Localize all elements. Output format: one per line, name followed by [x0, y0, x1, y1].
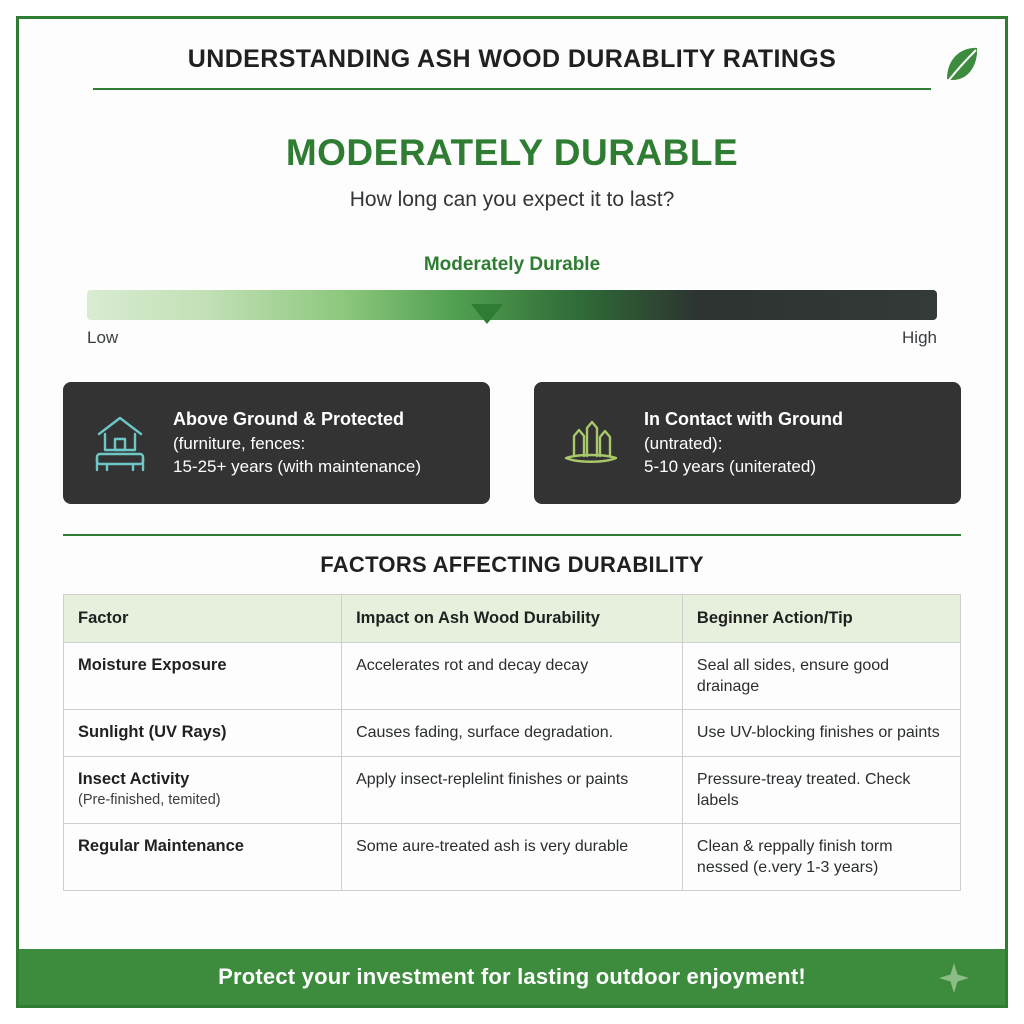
usage-card-text — [644, 407, 843, 479]
section-divider — [63, 534, 961, 536]
factor-note: (Pre-finished, temited) — [78, 791, 221, 808]
column-header-factor: Factor — [64, 595, 342, 643]
cell-tip: Pressure-treay treated. Check labels — [682, 756, 960, 823]
header-divider — [93, 88, 931, 90]
rating-subhead: How long can you expect it to last? — [349, 188, 675, 211]
footer-banner — [19, 949, 1005, 1005]
usage-card-title: In Contact with Ground — [644, 409, 843, 430]
usage-card-line1: (furniture, fences: — [173, 433, 306, 453]
scale-endpoints — [87, 328, 937, 348]
factor-name: Insect Activity — [78, 769, 190, 788]
usage-card-ground-contact — [534, 382, 961, 504]
footer-text: Protect your investment for lasting outdoor enjoyment! — [218, 964, 806, 989]
column-header-impact: Impact on Ash Wood Durability — [342, 595, 683, 643]
usage-card-line1: (untrated): — [644, 433, 723, 453]
cell-impact: Apply insect-replelint finishes or paints — [342, 756, 683, 823]
table-row — [64, 824, 961, 891]
column-header-tip: Beginner Action/Tip — [682, 595, 960, 643]
cell-factor — [64, 643, 342, 710]
scale-gradient-bar — [87, 290, 937, 320]
rating-headline: MODERATELY DURABLE — [285, 132, 739, 173]
ground-posts-icon — [554, 410, 628, 476]
scale-marker-icon — [471, 304, 503, 324]
table-row — [64, 643, 961, 710]
table-row — [64, 710, 961, 757]
factor-name: Moisture Exposure — [78, 656, 227, 674]
usage-card-text — [173, 407, 421, 479]
table-header-row — [64, 595, 961, 643]
cell-factor — [64, 710, 342, 757]
cell-impact: Causes fading, surface degradation. — [342, 710, 683, 757]
factor-name: Regular Maintenance — [78, 837, 244, 856]
usage-card-above-ground — [63, 382, 490, 504]
factors-section-title: FACTORS AFFECTING DURABILITY — [320, 552, 704, 577]
house-furniture-icon — [83, 410, 157, 476]
usage-cards — [63, 382, 961, 504]
header — [19, 19, 1005, 90]
infographic-frame — [16, 16, 1008, 1008]
cell-factor — [64, 824, 342, 891]
scale-high-label: High — [902, 328, 937, 347]
page-title: UNDERSTANDING ASH WOOD DURABLITY RATINGS — [187, 45, 837, 73]
usage-card-line2: 5-10 years (uniterated) — [644, 457, 816, 477]
cell-tip: Seal all sides, ensure good drainage — [682, 643, 960, 710]
sparkle-icon — [937, 961, 971, 995]
factor-name: Sunlight (UV Rays) — [78, 723, 227, 742]
usage-card-line2: 15-25+ years (with maintenance) — [173, 457, 422, 477]
cell-impact: Some aure-treated ash is very durable — [342, 824, 683, 891]
cell-factor — [64, 756, 342, 823]
scale-current-label: Moderately Durable — [423, 254, 601, 275]
scale-low-label: Low — [87, 328, 119, 347]
leaf-icon — [939, 43, 983, 87]
usage-card-title: Above Ground & Protected — [173, 409, 405, 430]
cell-tip: Clean & reppally finish torm nessed (e.very 1-3 years) — [696, 838, 893, 877]
table-row — [64, 756, 961, 823]
cell-impact: Accelerates rot and decay decay — [342, 643, 683, 710]
durability-scale — [19, 254, 1005, 348]
scale-bar-holder — [87, 290, 937, 320]
cell-tip: Use UV-blocking finishes or paints — [682, 710, 960, 757]
factors-table — [63, 594, 961, 891]
